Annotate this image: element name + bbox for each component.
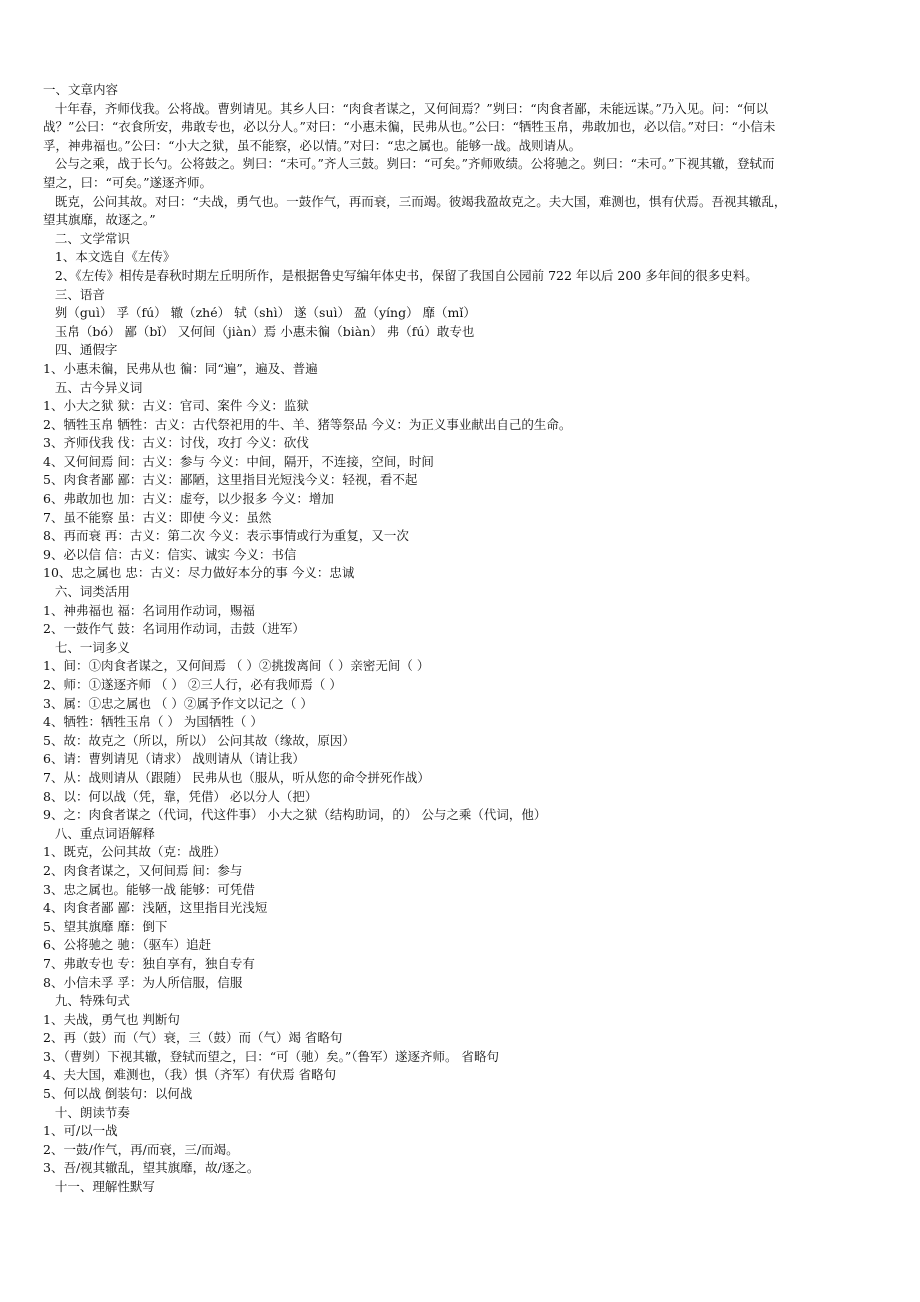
text-line: 1、间：①肉食者谋之，又何间焉 （ ）②挑拨离间（ ）亲密无间（ ） xyxy=(43,658,430,674)
text-line: 10、忠之属也 忠：古义：尽力做好本分的事 今义：忠诚 xyxy=(43,565,355,581)
text-line: 4、又何间焉 间：古义：参与 今义：中间，隔开，不连接，空间，时间 xyxy=(43,453,434,469)
text-line: 6、公将驰之 驰：（驱车）追赶 xyxy=(43,937,212,953)
text-line: 7、从：战则请从（跟随） 民弗从也（服从，听从您的命令拼死作战） xyxy=(43,769,430,785)
text-line: 2、一鼓/作气，再/而衰，三/而竭。 xyxy=(43,1141,239,1157)
text-line: 四、通假字 xyxy=(43,342,118,358)
text-line: 1、既克，公问其故（克：战胜） xyxy=(43,844,226,860)
text-line: 3、齐师伐我 伐：古义：讨伐，攻打 今义：砍伐 xyxy=(43,435,309,451)
text-line: 7、虽不能察 虽：古义：即使 今义：虽然 xyxy=(43,509,272,525)
text-line: 6、弗敢加也 加：古义：虚夸，以少报多 今义：增加 xyxy=(43,491,334,507)
text-line: 3、吾/视其辙乱，望其旗靡，故/逐之。 xyxy=(43,1160,260,1176)
text-line: 3、属：①忠之属也 （ ）②属予作文以记之（ ） xyxy=(43,695,313,711)
text-line: 5、何以战 倒装句：以何战 xyxy=(43,1086,193,1102)
text-line: 1、本文选自《左传》 xyxy=(43,249,176,265)
text-line: 二、文学常识 xyxy=(43,230,130,246)
text-line: 既克，公问其故。对曰：“夫战，勇气也。一鼓作气，再而衰，三而竭。彼竭我盈故克之。夫大国，难测也，惧有伏焉。吾视其辙乱， xyxy=(43,193,787,209)
text-line: 4、牺牲：牺牲玉帛（ ） 为国牺牲（ ） xyxy=(43,714,263,730)
text-line: 8、以：何以战（凭，靠，凭借） 必以分人（把） xyxy=(43,788,318,804)
text-line: 2、师：①遂逐齐师 （ ） ②三人行，必有我师焉（ ） xyxy=(43,677,342,692)
text-line: 1、夫战，勇气也 判断句 xyxy=(43,1011,180,1027)
text-line: 6、请：曹刿请见（请求） 战则请从（请让我） xyxy=(43,751,305,767)
text-line: 2、肉食者谋之，又何间焉 间：参与 xyxy=(43,862,243,878)
text-line: 望其旗靡，故逐之。” xyxy=(43,212,156,228)
text-line: 八、重点词语解释 xyxy=(43,825,155,841)
text-line: 孚，神弗福也。”公曰：“小大之狱，虽不能察，必以情。”对曰：“忠之属也。能够一战。战则请从。 xyxy=(43,137,582,153)
document-body xyxy=(43,81,883,1197)
text-line: 4、肉食者鄙 鄙：浅陋，这里指目光浅短 xyxy=(43,900,268,916)
text-line: 2、《左传》相传是春秋时期左丘明所作，是根据鲁史写编年体史书，保留了我国自公园前 722 年以后 200 多年间的很多史料。 xyxy=(43,267,758,283)
text-line: 4、夫大国，难测也，（我）惧（齐军）有伏焉 省略句 xyxy=(43,1067,337,1083)
text-line: 十年春，齐师伐我。公将战。曹刿请见。其乡人曰：“肉食者谋之，又何间焉？”刿曰：“肉食者鄙，未能远谋。”乃入见。问：“何以 xyxy=(43,100,769,116)
text-line: 8、小信未孚 孚：为人所信服，信服 xyxy=(43,974,243,990)
text-line: 1、可/以一战 xyxy=(43,1123,118,1139)
text-line: 玉帛（bó） 鄙（bǐ） 又何间（jiàn）焉 小惠未徧（biàn） 弗（fú）敢专也 xyxy=(43,323,475,339)
text-line: 1、小惠未徧，民弗从也 徧：同“遍”，遍及、普遍 xyxy=(43,360,318,376)
text-line: 十、朗读节奏 xyxy=(43,1104,130,1120)
text-line: 5、望其旗靡 靡：倒下 xyxy=(43,918,168,934)
text-line: 3、忠之属也。能够一战 能够：可凭借 xyxy=(43,881,255,897)
text-line: 一、文章内容 xyxy=(43,82,119,97)
text-line: 5、故：故克之（所以，所以） 公问其故（缘故，原因） xyxy=(43,732,355,748)
text-line: 三、语音 xyxy=(43,286,105,302)
text-line: 2、一鼓作气 鼓：名词用作动词，击鼓（进军） xyxy=(43,621,305,637)
text-line: 望之，曰：“可矣。”遂逐齐师。 xyxy=(43,174,213,190)
text-line: 刿（guì） 孚（fú） 辙（zhé） 轼（shì） 遂（suì） 盈（yíng） 靡（mǐ） xyxy=(43,305,476,321)
text-line: 七、一词多义 xyxy=(43,639,130,655)
text-line: 十一、理解性默写 xyxy=(43,1179,155,1195)
text-line: 5、肉食者鄙 鄙：古义：鄙陋，这里指目光短浅今义：轻视，看不起 xyxy=(43,472,418,488)
text-line: 2、牺牲玉帛 牺牲：古义：古代祭祀用的牛、羊、猪等祭品 今义：为正义事业献出自己的生命。 xyxy=(43,416,572,432)
text-line: 3、（曹刿）下视其辙，登轼而望之，曰：“可（驰）矣。”（鲁军）遂逐齐师。 省略句 xyxy=(43,1048,499,1064)
text-line: 9、必以信 信：古义：信实、诚实 今义：书信 xyxy=(43,546,297,562)
text-line: 六、词类活用 xyxy=(43,584,130,600)
text-line: 1、神弗福也 福：名词用作动词，赐福 xyxy=(43,602,255,618)
text-line: 2、再（鼓）而（气）衰，三（鼓）而（气）竭 省略句 xyxy=(43,1030,343,1046)
text-line: 1、小大之狱 狱：古义：官司、案件 今义：监狱 xyxy=(43,398,309,414)
text-line: 五、古今异义词 xyxy=(43,379,143,395)
text-line: 9、之：肉食者谋之（代词，代这件事） 小大之狱（结构助词，的） 公与之乘（代词，他） xyxy=(43,807,547,823)
text-line: 公与之乘，战于长勺。公将鼓之。刿曰：“未可。”齐人三鼓。刿曰：“可矣。”齐师败绩。公将驰之。刿曰：“未可。”下视其辙，登轼而 xyxy=(43,156,775,172)
text-line: 九、特殊句式 xyxy=(43,993,130,1009)
text-line: 战？”公曰：“衣食所安，弗敢专也，必以分人。”对曰：“小惠未徧，民弗从也。”公曰：“牺牲玉帛，弗敢加也，必以信。”对曰：“小信未 xyxy=(43,119,776,135)
text-line: 8、再而衰 再：古义：第二次 今义：表示事情或行为重复，又一次 xyxy=(43,528,409,544)
text-line: 7、弗敢专也 专：独自享有，独自专有 xyxy=(43,955,255,971)
